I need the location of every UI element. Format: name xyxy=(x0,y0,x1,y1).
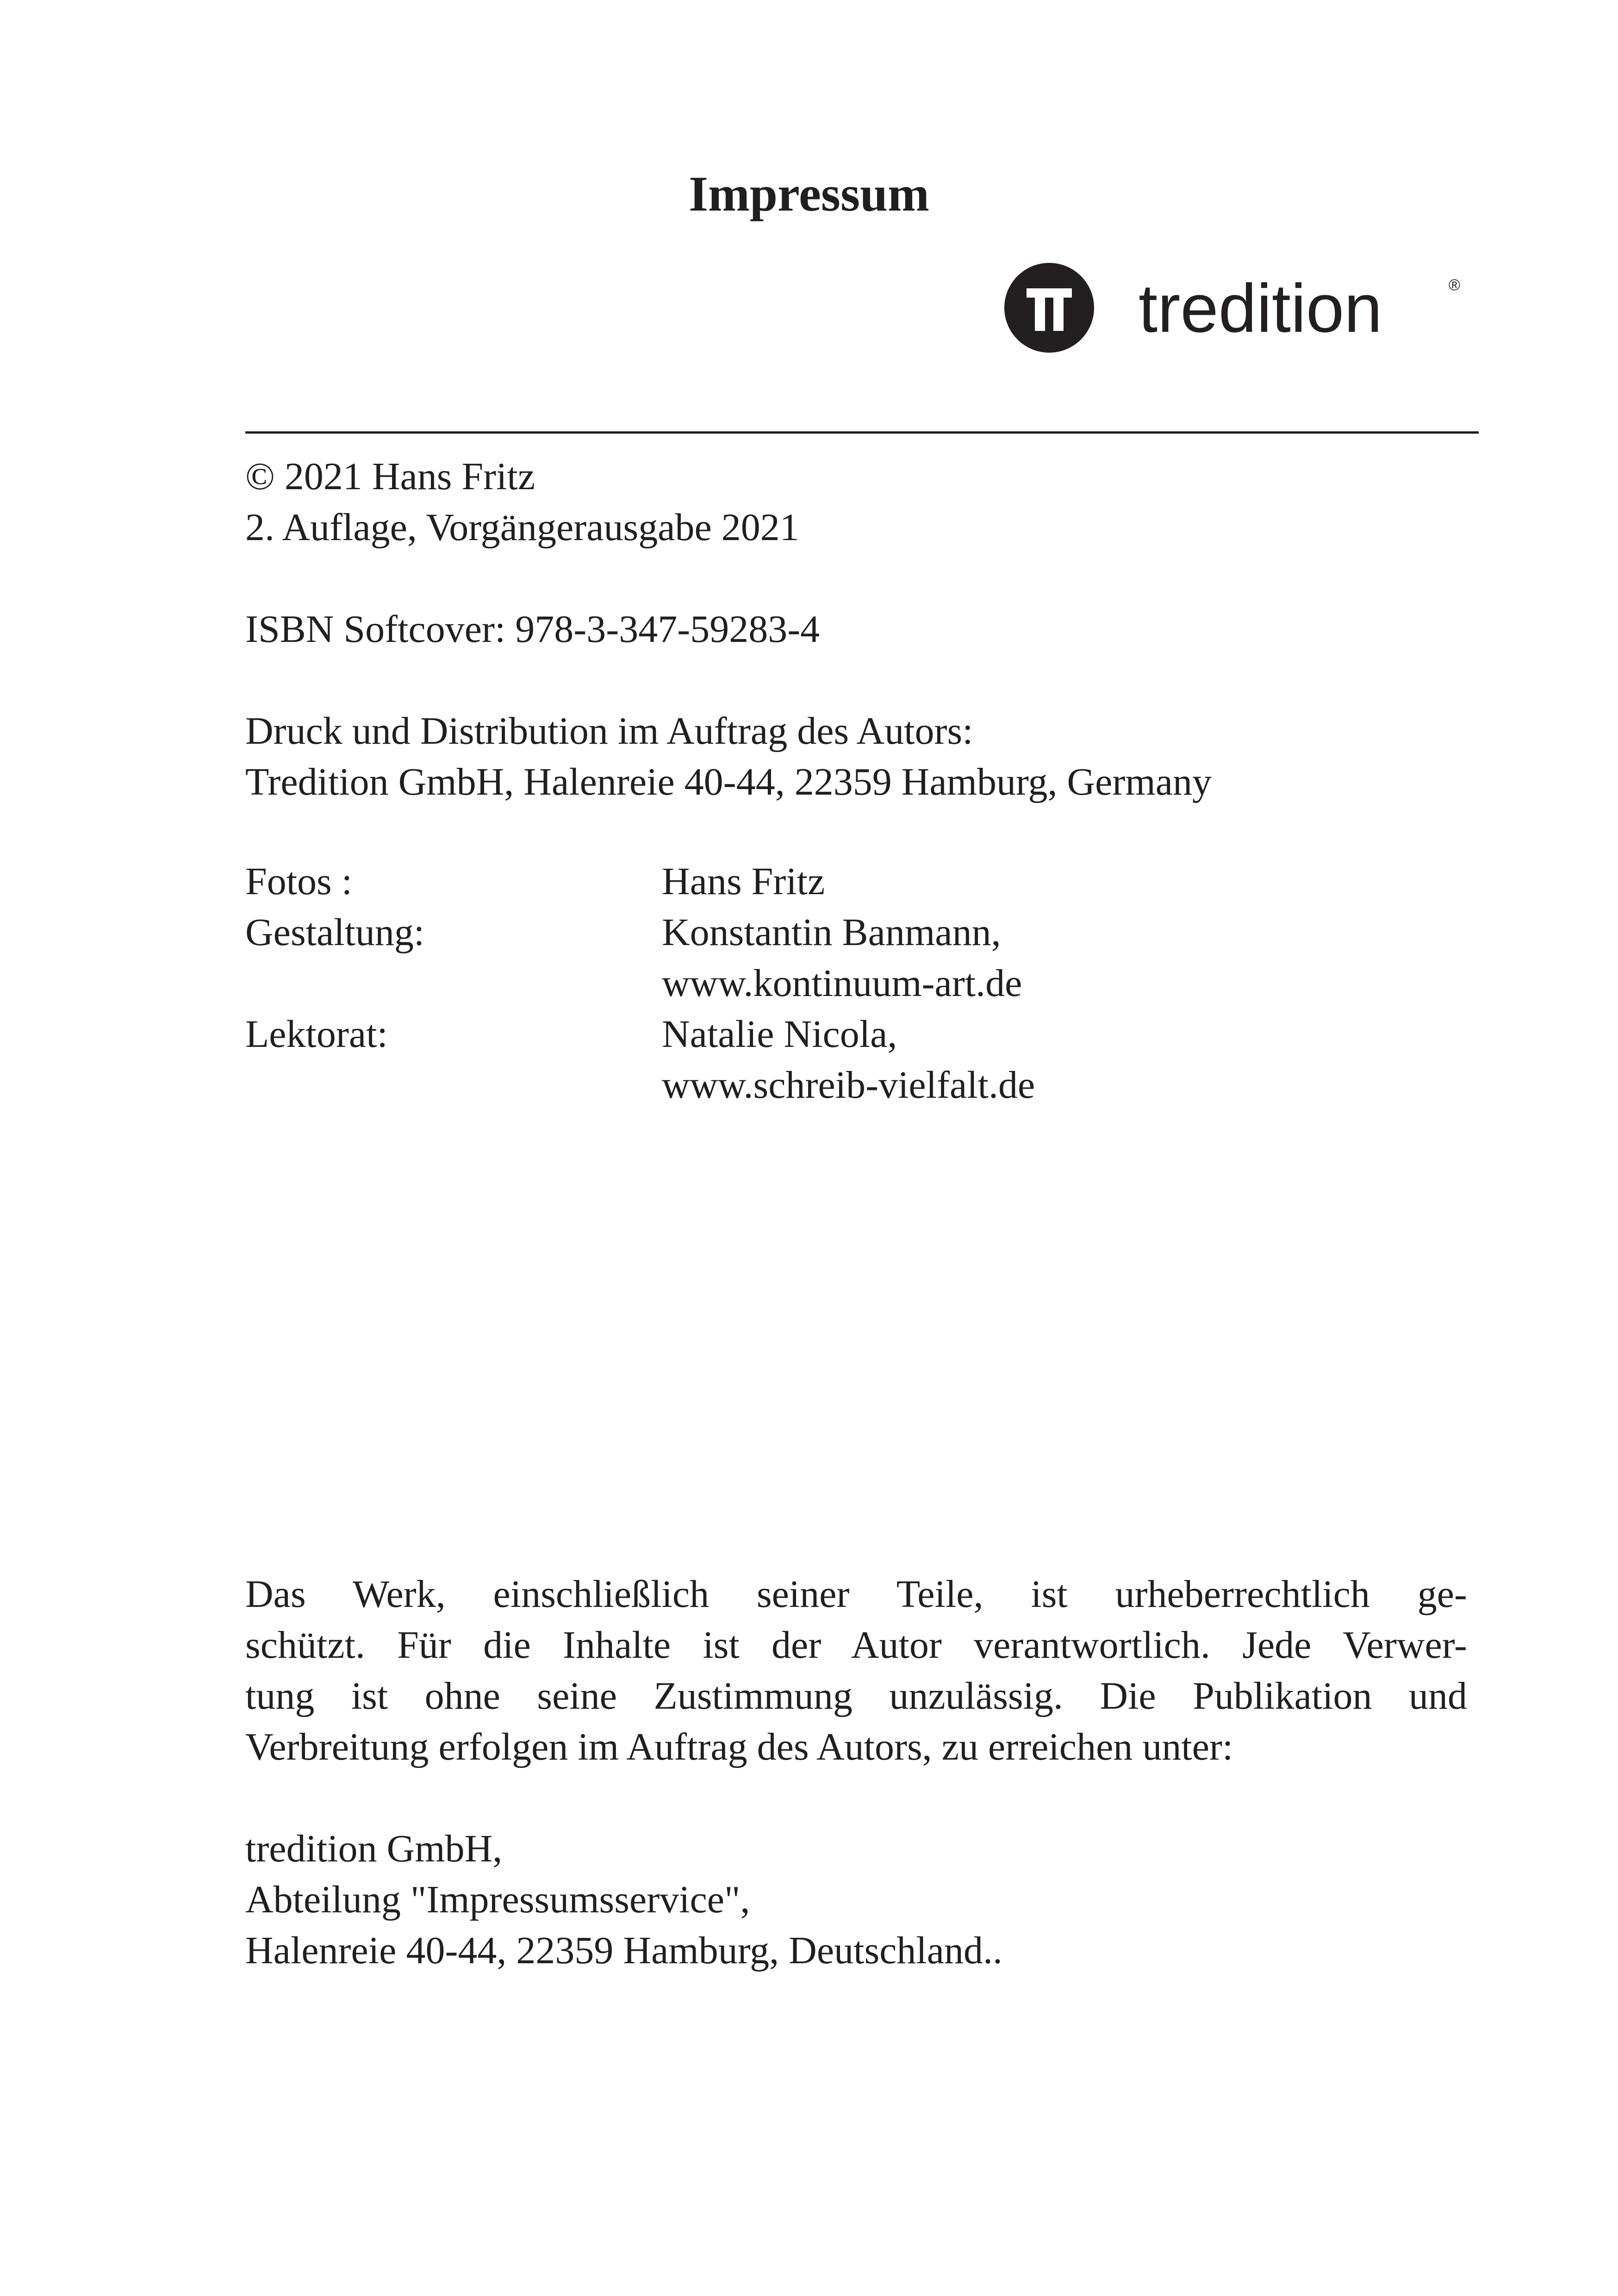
edition-line: 2. Auflage, Vorgängerausgabe 2021 xyxy=(245,506,799,549)
distribution-block xyxy=(245,706,1212,808)
logo-wordmark: tredition xyxy=(1139,270,1382,347)
isbn-line: ISBN Softcover: 978-3-347-59283-4 xyxy=(245,608,820,651)
distribution-line-1: Druck und Distribution im Auftrag des Autors: xyxy=(245,709,973,753)
credit-row-gestaltung xyxy=(245,907,1035,1009)
credit-label: Gestaltung: xyxy=(245,911,425,954)
horizontal-rule xyxy=(245,431,1479,434)
legal-line: schützt. Für die Inhalte ist der Autor verantwortlich. Jede Verwer- xyxy=(245,1624,1467,1667)
legal-notice xyxy=(245,1569,1467,1773)
credit-row-fotos xyxy=(245,856,1035,907)
tredition-logo-icon xyxy=(1004,261,1467,354)
credit-url: www.schreib-vielfalt.de xyxy=(662,1064,1035,1107)
copyright-block xyxy=(245,451,799,553)
contact-line-1: tredition GmbH, xyxy=(245,1827,503,1870)
registered-mark: ® xyxy=(1449,276,1461,294)
legal-line: Das Werk, einschließlich seiner Teile, ist urheberrechtlich ge- xyxy=(245,1573,1467,1616)
credit-url: www.kontinuum-art.de xyxy=(662,962,1022,1005)
isbn-block xyxy=(245,604,820,655)
distribution-line-2: Tredition GmbH, Halenreie 40-44, 22359 Hamburg, Germany xyxy=(245,760,1212,803)
legal-line: tung ist ohne seine Zustimmung unzulässig. Die Publikation und xyxy=(245,1674,1467,1717)
contact-line-3: Halenreie 40-44, 22359 Hamburg, Deutschland.. xyxy=(245,1929,1003,1972)
credit-value: Natalie Nicola, xyxy=(662,1013,897,1056)
publisher-logo xyxy=(1004,261,1467,354)
credit-value: Konstantin Banmann, xyxy=(662,911,1001,954)
contact-line-2: Abteilung "Impressumsservice", xyxy=(245,1878,750,1921)
page-title: Impressum xyxy=(688,167,930,222)
credit-label: Fotos : xyxy=(245,860,353,903)
legal-line: Verbreitung erfolgen im Auftrag des Autors, zu erreichen unter: xyxy=(245,1725,1233,1768)
credit-row-lektorat xyxy=(245,1009,1035,1111)
credit-label: Lektorat: xyxy=(245,1013,388,1056)
contact-block xyxy=(245,1823,1002,1976)
credit-value: Hans Fritz xyxy=(662,860,825,903)
credits-table xyxy=(245,856,1035,1111)
copyright-line: © 2021 Hans Fritz xyxy=(245,455,535,498)
